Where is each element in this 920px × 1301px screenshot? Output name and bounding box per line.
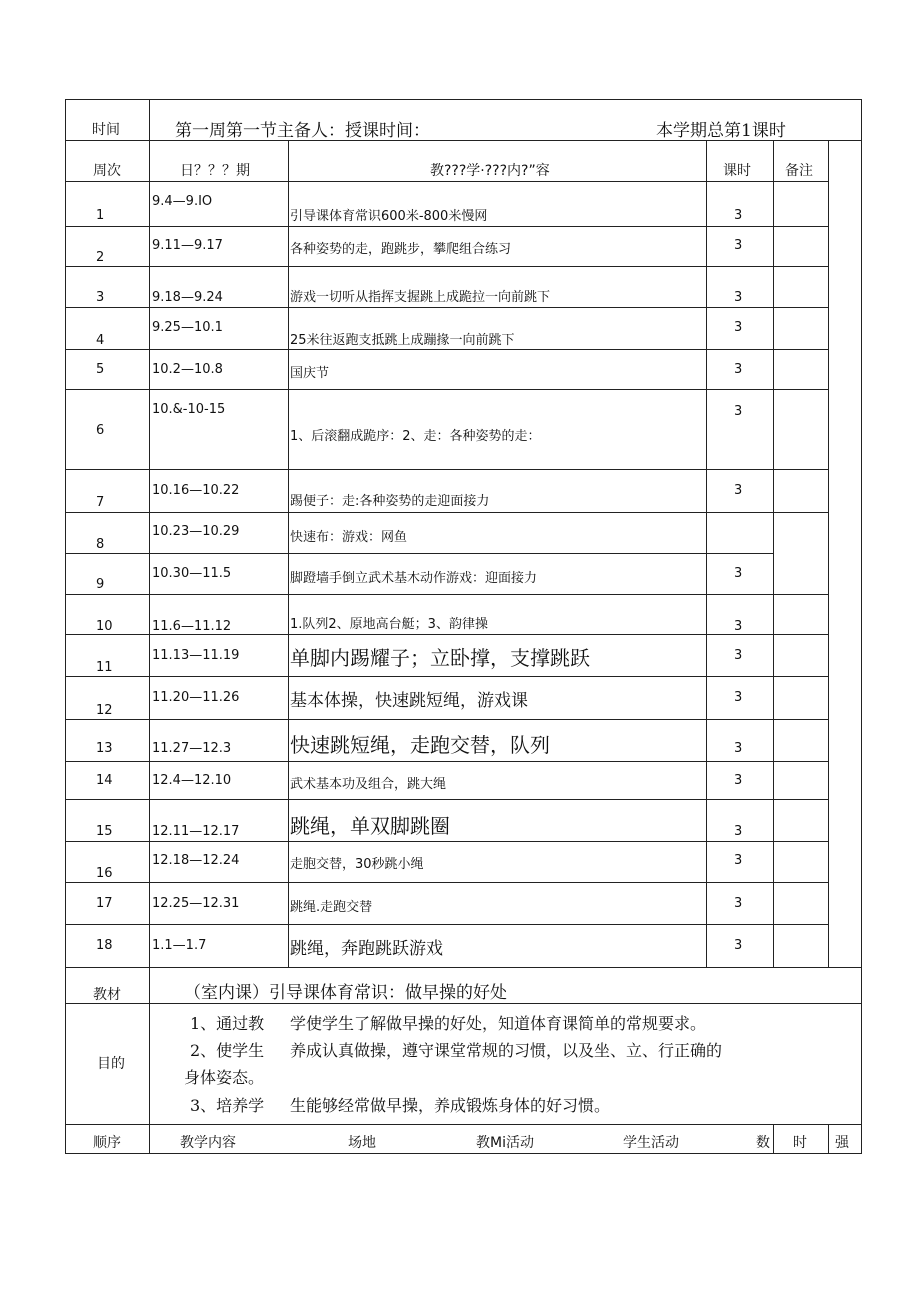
- row-content: 脚蹬墙手倒立武术基木动作游戏：迎面接力: [290, 571, 538, 586]
- col-week: 周次: [93, 163, 121, 179]
- goal-line: 1、通过教: [190, 1014, 265, 1033]
- row-date: 9.18—9.24: [152, 290, 223, 305]
- table-line: [65, 512, 828, 513]
- table-line: [828, 140, 829, 967]
- row-week: 3: [96, 290, 105, 305]
- goal-line: 学使学生了解做早操的好处，知道体育课简单的常规要求。: [290, 1014, 707, 1033]
- table-line: [65, 634, 828, 635]
- row-date: 11.13—11.19: [152, 648, 240, 663]
- row-week: 12: [96, 703, 113, 718]
- row-content: 单脚内踢耀子；立卧撑，支撑跳跃: [290, 646, 590, 670]
- table-line: [149, 1003, 150, 1124]
- row-content: 踢便子：走:各种姿势的走迎面接力: [290, 494, 490, 509]
- table-line: [65, 761, 828, 762]
- footer-venue: 场地: [348, 1135, 376, 1151]
- row-content: 各种姿势的走，跑跳步，攀爬组合练习: [290, 242, 512, 257]
- row-week: 16: [96, 866, 113, 881]
- table-line: [65, 967, 861, 968]
- row-hours: 3: [734, 896, 743, 911]
- table-line: [65, 553, 773, 554]
- row-date: 11.6—11.12: [152, 619, 232, 634]
- footer-count: 数: [756, 1135, 770, 1151]
- table-line: [65, 469, 828, 470]
- goal-label: 目的: [97, 1056, 125, 1072]
- row-week: 10: [96, 619, 113, 634]
- table-line: [861, 99, 862, 1154]
- table-line: [288, 140, 289, 967]
- row-date: 12.4—12.10: [152, 773, 232, 788]
- row-date: 10.23—10.29: [152, 524, 240, 539]
- row-content: 25米往返跑支抵跳上成蹦掾一向前跳下: [290, 333, 515, 348]
- row-week: 5: [96, 362, 105, 377]
- table-line: [65, 389, 828, 390]
- table-line: [65, 841, 828, 842]
- row-content: 基本体操，快速跳短绳，游戏课: [290, 691, 528, 711]
- row-hours: 3: [734, 773, 743, 788]
- goal-line: 2、使学生: [190, 1041, 265, 1060]
- row-week: 4: [96, 333, 105, 348]
- table-line: [65, 882, 828, 883]
- table-line: [828, 1124, 829, 1154]
- row-week: 1: [96, 208, 105, 223]
- row-hours: 3: [734, 404, 743, 419]
- row-week: 11: [96, 660, 113, 675]
- row-week: 14: [96, 773, 113, 788]
- row-hours: 3: [734, 741, 743, 756]
- table-line: [773, 1124, 774, 1154]
- row-content: 武术基本功及组合，跳大绳: [290, 777, 447, 792]
- goal-line: 3、培养学: [190, 1096, 265, 1115]
- row-content: 快速跳短绳，走跑交替，队列: [290, 733, 550, 757]
- col-content: 教???学·???内?”容: [430, 163, 550, 179]
- row-date: 1.1—1.7: [152, 938, 207, 953]
- row-date: 10.2—10.8: [152, 362, 223, 377]
- material-label: 教材: [93, 987, 121, 1003]
- row-week: 15: [96, 824, 113, 839]
- row-hours: 3: [734, 690, 743, 705]
- row-content: 引导课体育常识600米-800米慢网: [290, 209, 488, 224]
- table-line: [65, 266, 828, 267]
- row-date: 10.30—11.5: [152, 566, 232, 581]
- table-line: [706, 140, 707, 967]
- table-line: [65, 924, 828, 925]
- row-week: 2: [96, 250, 105, 265]
- footer-teacher: 教Mi活动: [476, 1135, 534, 1151]
- row-hours: 3: [734, 938, 743, 953]
- table-line: [149, 99, 150, 967]
- goal-line: 养成认真做操，遵守课堂常规的习惯，以及坐、立、行正确的: [290, 1041, 723, 1060]
- row-week: 17: [96, 896, 113, 911]
- row-content: 快速布：游戏：网鱼: [290, 530, 408, 545]
- row-date: 12.18—12.24: [152, 853, 240, 868]
- row-hours: 3: [734, 238, 743, 253]
- row-date: 9.25—10.1: [152, 320, 223, 335]
- row-date: 9.11—9.17: [152, 238, 223, 253]
- table-line: [65, 99, 66, 1154]
- row-hours: 3: [734, 290, 743, 305]
- row-date: 10.16—10.22: [152, 483, 240, 498]
- row-week: 18: [96, 938, 113, 953]
- row-date: 12.11—12.17: [152, 824, 240, 839]
- row-content: 游戏一切听从指挥支握跳上成跪拉一向前跳下: [290, 290, 551, 305]
- row-week: 7: [96, 495, 105, 510]
- row-hours: 3: [734, 483, 743, 498]
- table-line: [65, 1124, 861, 1125]
- footer-content: 教学内容: [180, 1135, 236, 1151]
- material-text: （室内课）引导课体育常识：做早操的好处: [184, 983, 507, 1003]
- row-content: 跳绳，单双脚跳圈: [290, 814, 450, 838]
- table-line: [65, 1003, 861, 1004]
- row-date: 12.25—12.31: [152, 896, 240, 911]
- footer-time: 时: [793, 1135, 807, 1151]
- row-content: 跳绳.走跑交替: [290, 900, 373, 915]
- row-hours: 3: [734, 566, 743, 581]
- table-line: [65, 594, 828, 595]
- col-hours: 课时: [723, 163, 751, 179]
- col-notes: 备注: [785, 163, 813, 179]
- col-date: 日？？？期: [180, 163, 250, 179]
- table-line: [65, 226, 828, 227]
- table-line: [65, 307, 828, 308]
- row-hours: 3: [734, 648, 743, 663]
- week-lesson-info: 第一周第一节主备人：授课时间：: [175, 121, 430, 141]
- row-week: 6: [96, 423, 105, 438]
- table-line: [65, 1153, 861, 1154]
- row-hours: 3: [734, 362, 743, 377]
- row-date: 11.27—12.3: [152, 741, 232, 756]
- footer-intensity: 强: [835, 1135, 849, 1151]
- row-week: 9: [96, 577, 105, 592]
- goal-line: 身体姿态。: [184, 1068, 265, 1087]
- row-date: 9.4—9.IO: [152, 194, 213, 209]
- total-lessons: 本学期总第1课时: [656, 121, 786, 141]
- table-line: [65, 799, 828, 800]
- row-date: 10.&-10-15: [152, 402, 226, 417]
- table-line: [149, 967, 150, 1003]
- table-line: [773, 140, 774, 967]
- table-line: [65, 181, 828, 182]
- row-content: 1.队列2、原地高台艇；3、韵律操: [290, 617, 488, 632]
- row-content: 走胞交替，30秒跳小绳: [290, 857, 424, 872]
- time-label: 时间: [92, 122, 120, 138]
- footer-order: 顺序: [93, 1135, 121, 1151]
- row-hours: 3: [734, 853, 743, 868]
- row-content: 国庆节: [290, 366, 330, 381]
- row-hours: 3: [734, 208, 743, 223]
- row-content: 1、后滚翻成跪序：2、走：各种姿势的走：: [290, 429, 541, 444]
- row-week: 8: [96, 537, 105, 552]
- row-content: 跳绳，奔跑跳跃游戏: [290, 939, 443, 959]
- table-line: [65, 99, 861, 100]
- table-line: [65, 719, 828, 720]
- row-week: 13: [96, 741, 113, 756]
- row-date: 11.20—11.26: [152, 690, 240, 705]
- row-hours: 3: [734, 619, 743, 634]
- goal-line: 生能够经常做早操，养成锻炼身体的好习惯。: [290, 1096, 611, 1115]
- table-line: [65, 676, 828, 677]
- footer-student: 学生活动: [623, 1135, 679, 1151]
- table-line: [149, 1124, 150, 1154]
- row-hours: 3: [734, 824, 743, 839]
- table-line: [65, 349, 828, 350]
- row-hours: 3: [734, 320, 743, 335]
